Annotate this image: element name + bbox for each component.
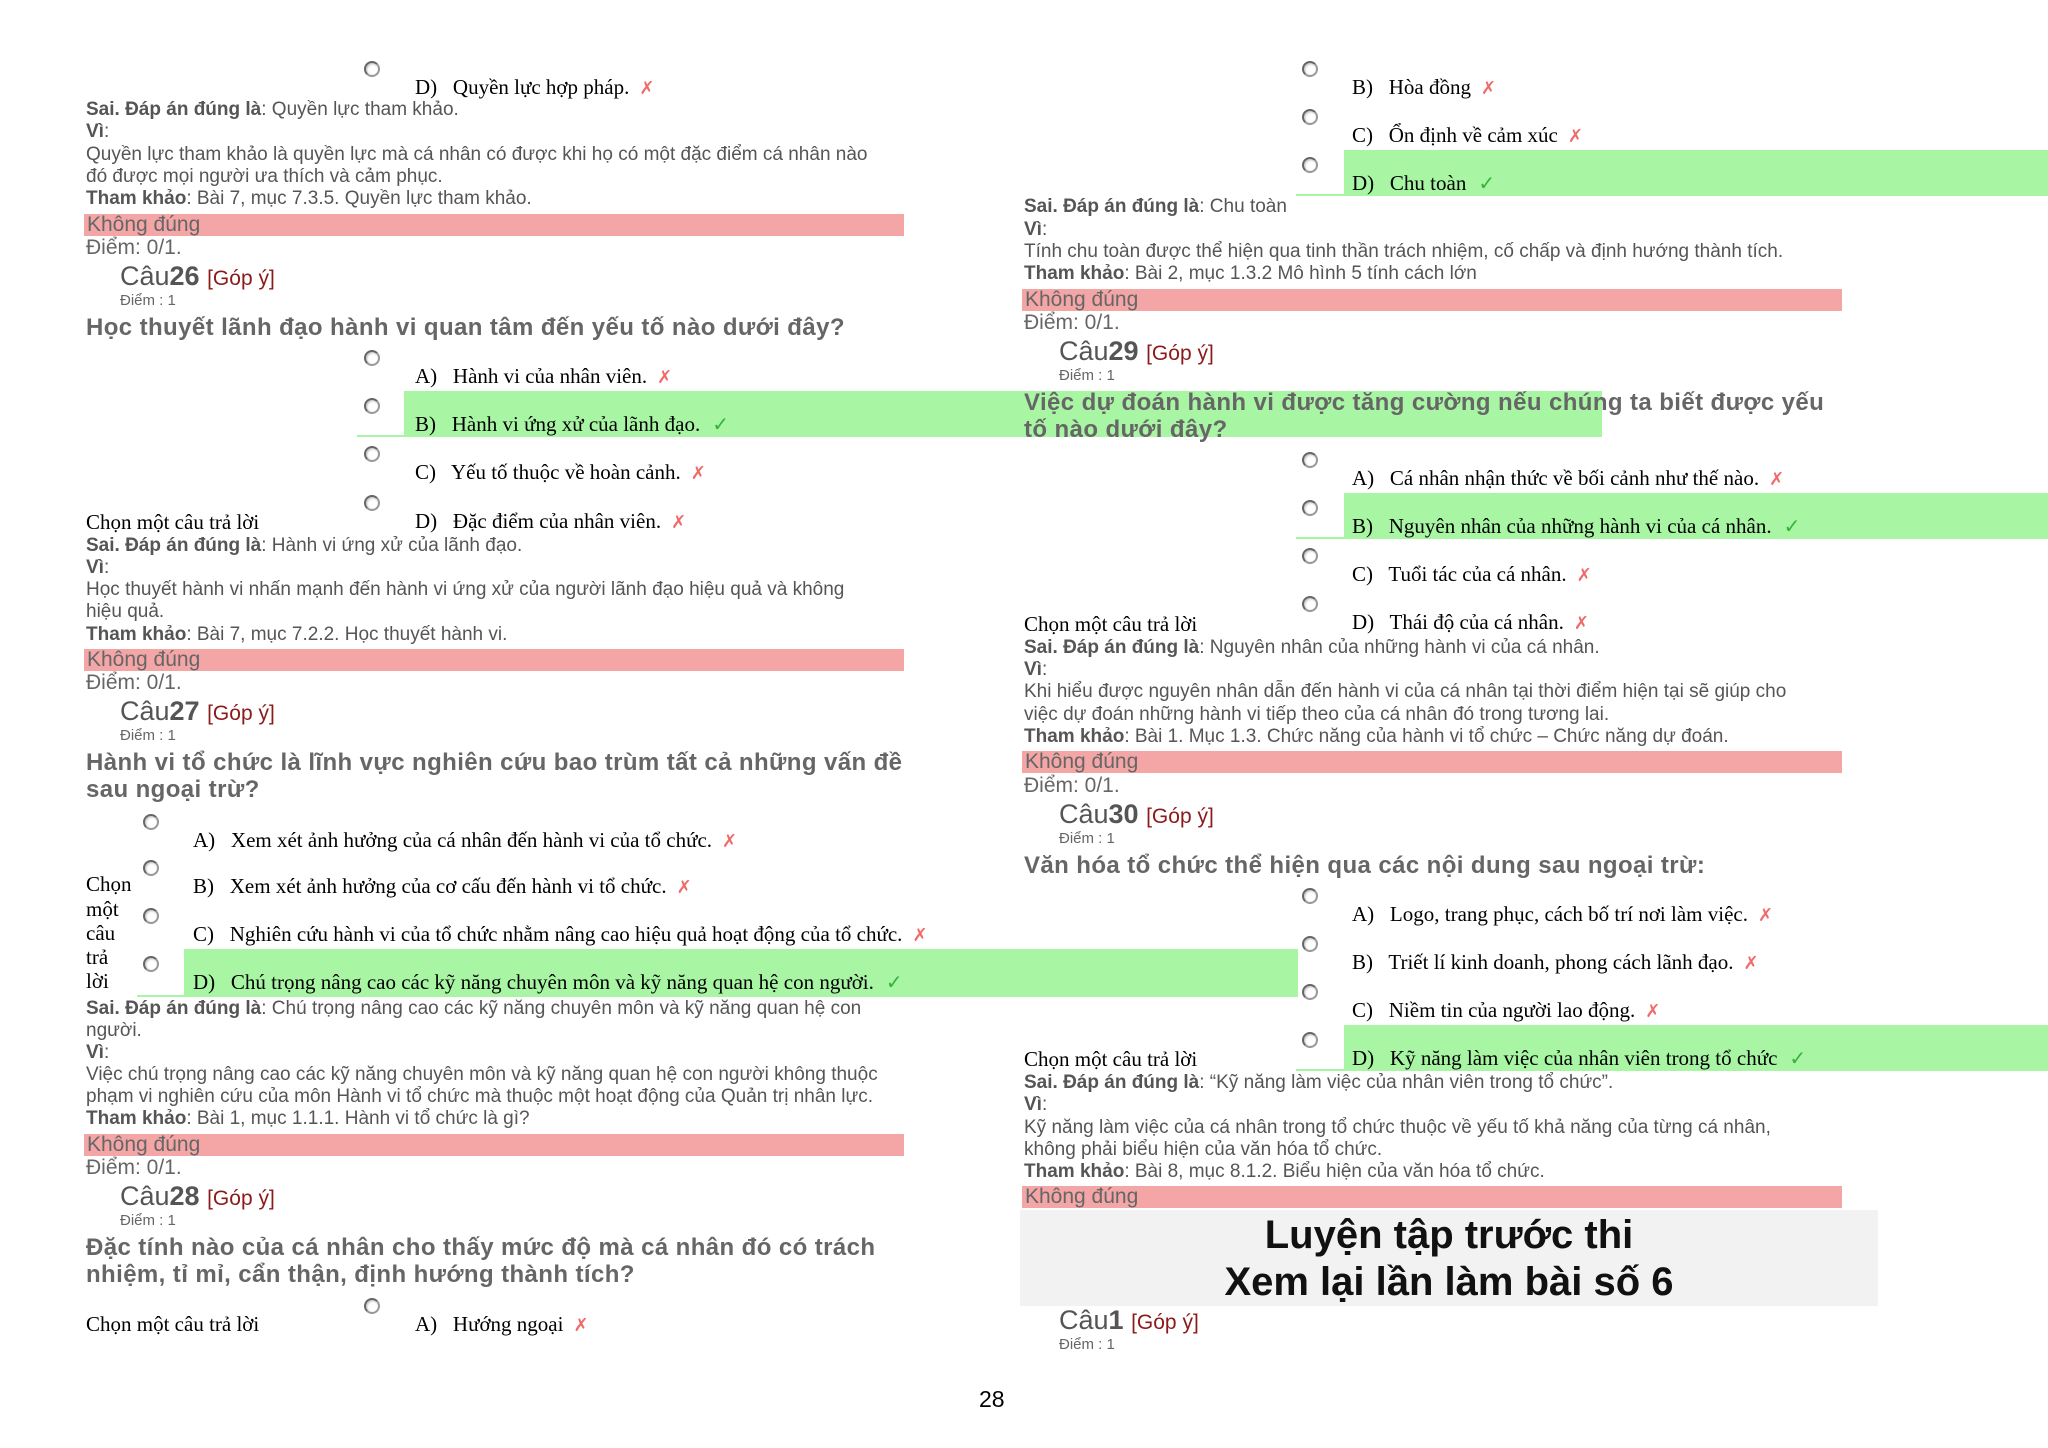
radio-option-c[interactable]: [1302, 548, 1318, 564]
feedback-link[interactable]: [Góp ý]: [207, 702, 275, 725]
radio-option-d[interactable]: [1302, 157, 1318, 173]
choose-word: lời: [86, 969, 109, 993]
question-number: [1059, 1305, 1199, 1336]
reason-line: Học thuyết hành vi nhấn mạnh đến hành vi ứng xử của người lãnh đạo hiệu quả và không: [86, 579, 845, 600]
option-d[interactable]: [1352, 610, 1589, 635]
reason-line: Tính chu toàn được thể hiện qua tinh thần trách nhiệm, cố chấp và định hướng thành tích.: [1024, 241, 1784, 262]
vi-label: Vì: [86, 1042, 104, 1063]
option-text: D) Đặc điểm của nhân viên.: [415, 509, 662, 533]
question-text-line: Hành vi tổ chức là lĩnh vực nghiên cứu bao trùm tất cả những vấn đề: [86, 749, 903, 776]
choose-word: câu: [86, 921, 116, 945]
option-text: C) Nghiên cứu hành vi của tổ chức nhằm nâng cao hiệu quả hoạt động của tổ chức.: [193, 922, 903, 946]
feedback-link[interactable]: [Góp ý]: [1146, 805, 1214, 828]
status-bar-incorrect: [1022, 751, 1842, 773]
wrong-mark-icon: ✗: [676, 877, 692, 898]
vi-label: Vì: [1024, 219, 1042, 240]
option-text: A) Hành vi của nhân viên.: [415, 364, 648, 388]
reason-heading: Vì:: [1024, 219, 1048, 240]
option-text: C) Niềm tin của người lao động.: [1352, 998, 1636, 1022]
q-num: 1: [1108, 1305, 1124, 1335]
option-a[interactable]: [193, 828, 737, 853]
reference-line: [1024, 263, 1477, 285]
status-bar-incorrect: [84, 649, 904, 671]
vi-label: Vì: [1024, 1094, 1042, 1115]
correct-highlight-edge: [357, 435, 405, 437]
option-text: B) Hòa đồng: [1352, 75, 1471, 99]
q-prefix: Câu: [120, 1181, 170, 1211]
wrong-answer-line: [86, 535, 522, 557]
question-text-line: tố nào dưới đây?: [1024, 416, 1228, 443]
feedback-link[interactable]: [Góp ý]: [207, 1187, 275, 1210]
correct-answer: : Chú trọng nâng cao các kỹ năng chuyên môn và kỹ năng quan hệ con: [261, 998, 862, 1019]
correct-mark-icon: ✓: [1783, 514, 1801, 538]
option-c[interactable]: [1352, 123, 1583, 148]
question-text: Văn hóa tổ chức thể hiện qua các nội dung sau ngoại trừ:: [1024, 852, 1706, 879]
correct-highlight-edge: [1296, 194, 1345, 196]
wrong-mark-icon: ✗: [1573, 613, 1589, 634]
wrong-mark-icon: ✗: [1645, 1001, 1661, 1022]
reason-line: Quyền lực tham khảo là quyền lực mà cá nhân có được khi họ có một đặc điểm cá nhân nào: [86, 144, 868, 165]
status-bar-incorrect: [84, 214, 904, 236]
status-text: Không đúng: [1025, 1185, 1139, 1208]
wrong-label: Sai. Đáp án đúng là: [86, 998, 262, 1019]
wrong-mark-icon: ✗: [1576, 565, 1592, 586]
status-text: Không đúng: [87, 1133, 201, 1156]
correct-answer: : Chu toàn: [1199, 196, 1287, 217]
question-number: [1059, 336, 1214, 367]
option-text: D) Chu toàn: [1352, 171, 1467, 195]
option-text: A) Hướng ngoại: [415, 1312, 564, 1336]
option-text: D) Thái độ của cá nhân.: [1352, 610, 1564, 634]
radio-option-b[interactable]: [143, 860, 159, 876]
review-banner: [1020, 1210, 1878, 1306]
radio-option-d[interactable]: [1302, 1032, 1318, 1048]
question-text-line: Việc dự đoán hành vi được tăng cường nếu chúng ta biết được yếu: [1024, 389, 1825, 416]
reason-heading: Vì:: [86, 121, 110, 142]
wrong-mark-icon: ✗: [639, 78, 655, 99]
question-number: [120, 696, 275, 727]
option-text: B) Hành vi ứng xử của lãnh đạo.: [415, 412, 701, 436]
wrong-mark-icon: ✗: [1743, 953, 1759, 974]
vi-label: Vì: [86, 121, 104, 142]
reason-line: Khi hiểu được nguyên nhân dẫn đến hành vi của cá nhân tại thời điểm hiện tại sẽ giúp cho: [1024, 681, 1787, 702]
reference-line: [86, 1108, 530, 1130]
option-a[interactable]: [415, 364, 672, 389]
option-a[interactable]: [1352, 466, 1784, 491]
vi-label: Vì: [86, 557, 104, 578]
question-number: [1059, 799, 1214, 830]
points-label: Điểm : 1: [120, 1212, 176, 1229]
question-text-line: Đặc tính nào của cá nhân cho thấy mức độ mà cá nhân đó có trách: [86, 1234, 876, 1261]
option-a[interactable]: [1352, 902, 1773, 927]
score: Điểm: 0/1.: [86, 236, 182, 259]
radio-option-a[interactable]: [143, 814, 159, 830]
vi-label: Vì: [1024, 659, 1042, 680]
q-prefix: Câu: [1059, 1305, 1109, 1335]
option-text: A) Logo, trang phục, cách bố trí nơi làm việc.: [1352, 902, 1748, 926]
option-c[interactable]: [1352, 998, 1660, 1023]
option-text: A) Xem xét ảnh hưởng của cá nhân đến hành vi của tổ chức.: [193, 828, 713, 852]
reason-line: không phải biểu hiện của văn hóa tổ chức.: [1024, 1139, 1383, 1160]
correct-answer: : Hành vi ứng xử của lãnh đạo.: [261, 535, 523, 556]
reference-line: [1024, 1161, 1545, 1183]
reference-line: [86, 624, 507, 646]
radio-option-c[interactable]: [143, 908, 159, 924]
wrong-answer-line: [86, 99, 459, 121]
status-text: Không đúng: [87, 648, 201, 671]
radio-option-d[interactable]: [364, 61, 380, 77]
correct-mark-icon: ✓: [1789, 1046, 1807, 1070]
question-text-line: sau ngoại trừ?: [86, 776, 260, 803]
radio-option-a[interactable]: [364, 350, 380, 366]
status-bar-incorrect: [1022, 289, 1842, 311]
radio-option-d[interactable]: [1302, 596, 1318, 612]
q-num: 27: [169, 696, 200, 726]
question-text-line: nhiệm, tỉ mỉ, cẩn thận, định hướng thành tích?: [86, 1261, 635, 1288]
radio-option-a[interactable]: [364, 1298, 380, 1314]
wrong-mark-icon: ✗: [573, 1315, 589, 1336]
correct-answer: : “Kỹ năng làm việc của nhân viên trong tổ chức”.: [1199, 1072, 1614, 1093]
status-text: Không đúng: [1025, 288, 1139, 311]
option-text: D) Quyền lực hợp pháp.: [415, 75, 630, 99]
option-d[interactable]: [1352, 171, 1495, 196]
wrong-label: Sai. Đáp án đúng là: [86, 99, 262, 120]
option-a[interactable]: [415, 1312, 589, 1337]
radio-option-b[interactable]: [364, 398, 380, 414]
option-text: D) Kỹ năng làm việc của nhân viên trong tổ chức: [1352, 1046, 1778, 1070]
option-c[interactable]: [193, 922, 928, 947]
ref-text: : Bài 1, mục 1.1.1. Hành vi tổ chức là gì?: [186, 1108, 530, 1129]
status-bar-incorrect: [1022, 1186, 1842, 1208]
wrong-mark-icon: ✗: [671, 512, 687, 533]
option-text: C) Ổn định về cảm xúc: [1352, 123, 1558, 147]
radio-option-b[interactable]: [1302, 500, 1318, 516]
question-number: [120, 261, 275, 292]
choose-one-answer: Chọn một câu trả lời: [1024, 612, 1198, 636]
reason-heading: Vì:: [1024, 659, 1048, 680]
q-prefix: Câu: [120, 696, 170, 726]
ref-label: Tham khảo: [1024, 1161, 1125, 1182]
question-text: Học thuyết lãnh đạo hành vi quan tâm đến yếu tố nào dưới đây?: [86, 314, 845, 341]
choose-one-answer: Chọn một câu trả lời: [86, 510, 260, 534]
wrong-mark-icon: ✗: [690, 463, 706, 484]
choose-one-answer: Chọn một câu trả lời: [1024, 1047, 1198, 1071]
question-number: [120, 1181, 275, 1212]
option-text: A) Cá nhân nhận thức về bối cảnh như thế nào.: [1352, 466, 1760, 490]
option-b[interactable]: [1352, 75, 1496, 100]
option-c[interactable]: [415, 460, 706, 485]
choose-word: Chọn: [86, 872, 132, 896]
score: Điểm: 0/1.: [1024, 774, 1120, 797]
option-text: B) Xem xét ảnh hưởng của cơ cấu đến hành vi tổ chức.: [193, 874, 667, 898]
option-text: B) Triết lí kinh doanh, phong cách lãnh đạo.: [1352, 950, 1734, 974]
radio-option-d[interactable]: [143, 956, 159, 972]
page-number: 28: [979, 1386, 1005, 1412]
radio-option-c[interactable]: [1302, 984, 1318, 1000]
points-label: Điểm : 1: [1059, 1336, 1115, 1353]
reason-line: hiệu quả.: [86, 601, 165, 622]
choose-word: một: [86, 897, 119, 921]
ref-text: : Bài 1. Mục 1.3. Chức năng của hành vi tổ chức – Chức năng dự đoán.: [1124, 726, 1729, 747]
q-prefix: Câu: [120, 261, 170, 291]
wrong-mark-icon: ✗: [722, 831, 738, 852]
score: Điểm: 0/1.: [86, 1156, 182, 1179]
reference-line: [86, 188, 532, 210]
wrong-label: Sai. Đáp án đúng là: [1024, 637, 1200, 658]
radio-option-c[interactable]: [1302, 109, 1318, 125]
reference-line: [1024, 726, 1729, 748]
radio-option-b[interactable]: [1302, 61, 1318, 77]
wrong-answer-line: [1024, 637, 1600, 659]
radio-option-a[interactable]: [1302, 888, 1318, 904]
ref-label: Tham khảo: [1024, 263, 1125, 284]
points-label: Điểm : 1: [1059, 367, 1115, 384]
reason-line: đó được mọi người ưa thích và cảm phục.: [86, 166, 443, 187]
wrong-label: Sai. Đáp án đúng là: [1024, 196, 1200, 217]
wrong-label: Sai. Đáp án đúng là: [86, 535, 262, 556]
banner-subtitle: Xem lại lần làm bài số 6: [1224, 1260, 1674, 1304]
q-num: 29: [1108, 336, 1139, 366]
status-text: Không đúng: [87, 213, 201, 236]
ref-label: Tham khảo: [86, 624, 187, 645]
correct-highlight-edge: [137, 995, 185, 997]
correct-mark-icon: ✓: [712, 412, 729, 436]
reason-heading: Vì:: [86, 557, 110, 578]
option-d[interactable]: [1352, 1046, 1806, 1071]
correct-highlight-edge: [1296, 537, 1345, 539]
wrong-mark-icon: ✗: [1567, 126, 1583, 147]
option-b[interactable]: [1352, 514, 1800, 539]
choose-word: trả: [86, 945, 109, 969]
points-label: Điểm : 1: [120, 292, 176, 309]
option-b[interactable]: [193, 874, 692, 899]
reason-line: Việc chú trọng nâng cao các kỹ năng chuyên môn và kỹ năng quan hệ con người không thuộc: [86, 1064, 878, 1085]
correct-answer: : Nguyên nhân của những hành vi của cá nhân.: [1199, 637, 1600, 658]
correct-highlight-edge: [1296, 1069, 1345, 1071]
option-c[interactable]: [1352, 562, 1592, 587]
reason-heading: Vì:: [86, 1042, 110, 1063]
q-num: 30: [1108, 799, 1139, 829]
reason-line: Kỹ năng làm việc của cá nhân trong tổ chức thuộc về yếu tố khả năng của từng cá nhân,: [1024, 1117, 1771, 1138]
reason-line: phạm vi nghiên cứu của môn Hành vi tổ chức mà thuộc một hoạt động của Quản trị nhân lực.: [86, 1086, 873, 1107]
option-d[interactable]: [415, 509, 686, 534]
correct-mark-icon: ✓: [885, 970, 903, 994]
score: Điểm: 0/1.: [1024, 311, 1120, 334]
wrong-mark-icon: ✗: [657, 367, 673, 388]
wrong-mark-icon: ✗: [1758, 905, 1774, 926]
option-b[interactable]: [1352, 950, 1759, 975]
q-num: 28: [169, 1181, 200, 1211]
radio-option-d[interactable]: [364, 495, 380, 511]
option-d[interactable]: [415, 75, 654, 100]
score: Điểm: 0/1.: [86, 671, 182, 694]
ref-text: : Bài 7, mục 7.2.2. Học thuyết hành vi.: [186, 624, 508, 645]
option-text: C) Tuổi tác của cá nhân.: [1352, 562, 1567, 586]
choose-one-answer: Chọn một câu trả lời: [86, 1312, 260, 1336]
option-text: C) Yếu tố thuộc về hoàn cảnh.: [415, 460, 681, 484]
wrong-label: Sai. Đáp án đúng là: [1024, 1072, 1200, 1093]
ref-label: Tham khảo: [86, 1108, 187, 1129]
q-prefix: Câu: [1059, 336, 1109, 366]
feedback-link[interactable]: [Góp ý]: [1146, 342, 1214, 365]
reason-heading: Vì:: [1024, 1094, 1048, 1115]
q-prefix: Câu: [1059, 799, 1109, 829]
points-label: Điểm : 1: [1059, 830, 1115, 847]
radio-option-a[interactable]: [1302, 452, 1318, 468]
wrong-answer-line-2: người.: [86, 1020, 142, 1041]
ref-text: : Bài 7, mục 7.3.5. Quyền lực tham khảo.: [186, 188, 532, 209]
ref-text: : Bài 8, mục 8.1.2. Biểu hiện của văn hóa tổ chức.: [1124, 1161, 1545, 1182]
wrong-mark-icon: ✗: [1769, 469, 1785, 490]
status-text: Không đúng: [1025, 750, 1139, 773]
banner-title: Luyện tập trước thi: [1264, 1213, 1634, 1257]
option-text: D) Chú trọng nâng cao các kỹ năng chuyên môn và kỹ năng quan hệ con người.: [193, 970, 874, 994]
option-text: B) Nguyên nhân của những hành vi của cá nhân.: [1352, 514, 1772, 538]
points-label: Điểm : 1: [120, 727, 176, 744]
wrong-mark-icon: ✗: [912, 925, 928, 946]
ref-label: Tham khảo: [86, 188, 187, 209]
option-b[interactable]: [415, 412, 729, 437]
wrong-mark-icon: ✗: [1481, 78, 1497, 99]
correct-answer: : Quyền lực tham khảo.: [261, 99, 459, 120]
feedback-link[interactable]: [Góp ý]: [1131, 1311, 1199, 1334]
wrong-answer-line: [1024, 1072, 1613, 1094]
wrong-answer-line: [1024, 196, 1287, 218]
radio-option-b[interactable]: [1302, 936, 1318, 952]
wrong-answer-line: [86, 998, 861, 1020]
correct-mark-icon: ✓: [1478, 171, 1496, 195]
ref-label: Tham khảo: [1024, 726, 1125, 747]
feedback-link[interactable]: [Góp ý]: [207, 267, 275, 290]
option-d[interactable]: [193, 970, 903, 995]
q-num: 26: [169, 261, 200, 291]
ref-text: : Bài 2, mục 1.3.2 Mô hình 5 tính cách lớn: [1124, 263, 1477, 284]
reason-line: việc dự đoán những hành vi tiếp theo của cá nhân đó trong tương lai.: [1024, 704, 1610, 725]
status-bar-incorrect: [84, 1134, 904, 1156]
radio-option-c[interactable]: [364, 446, 380, 462]
